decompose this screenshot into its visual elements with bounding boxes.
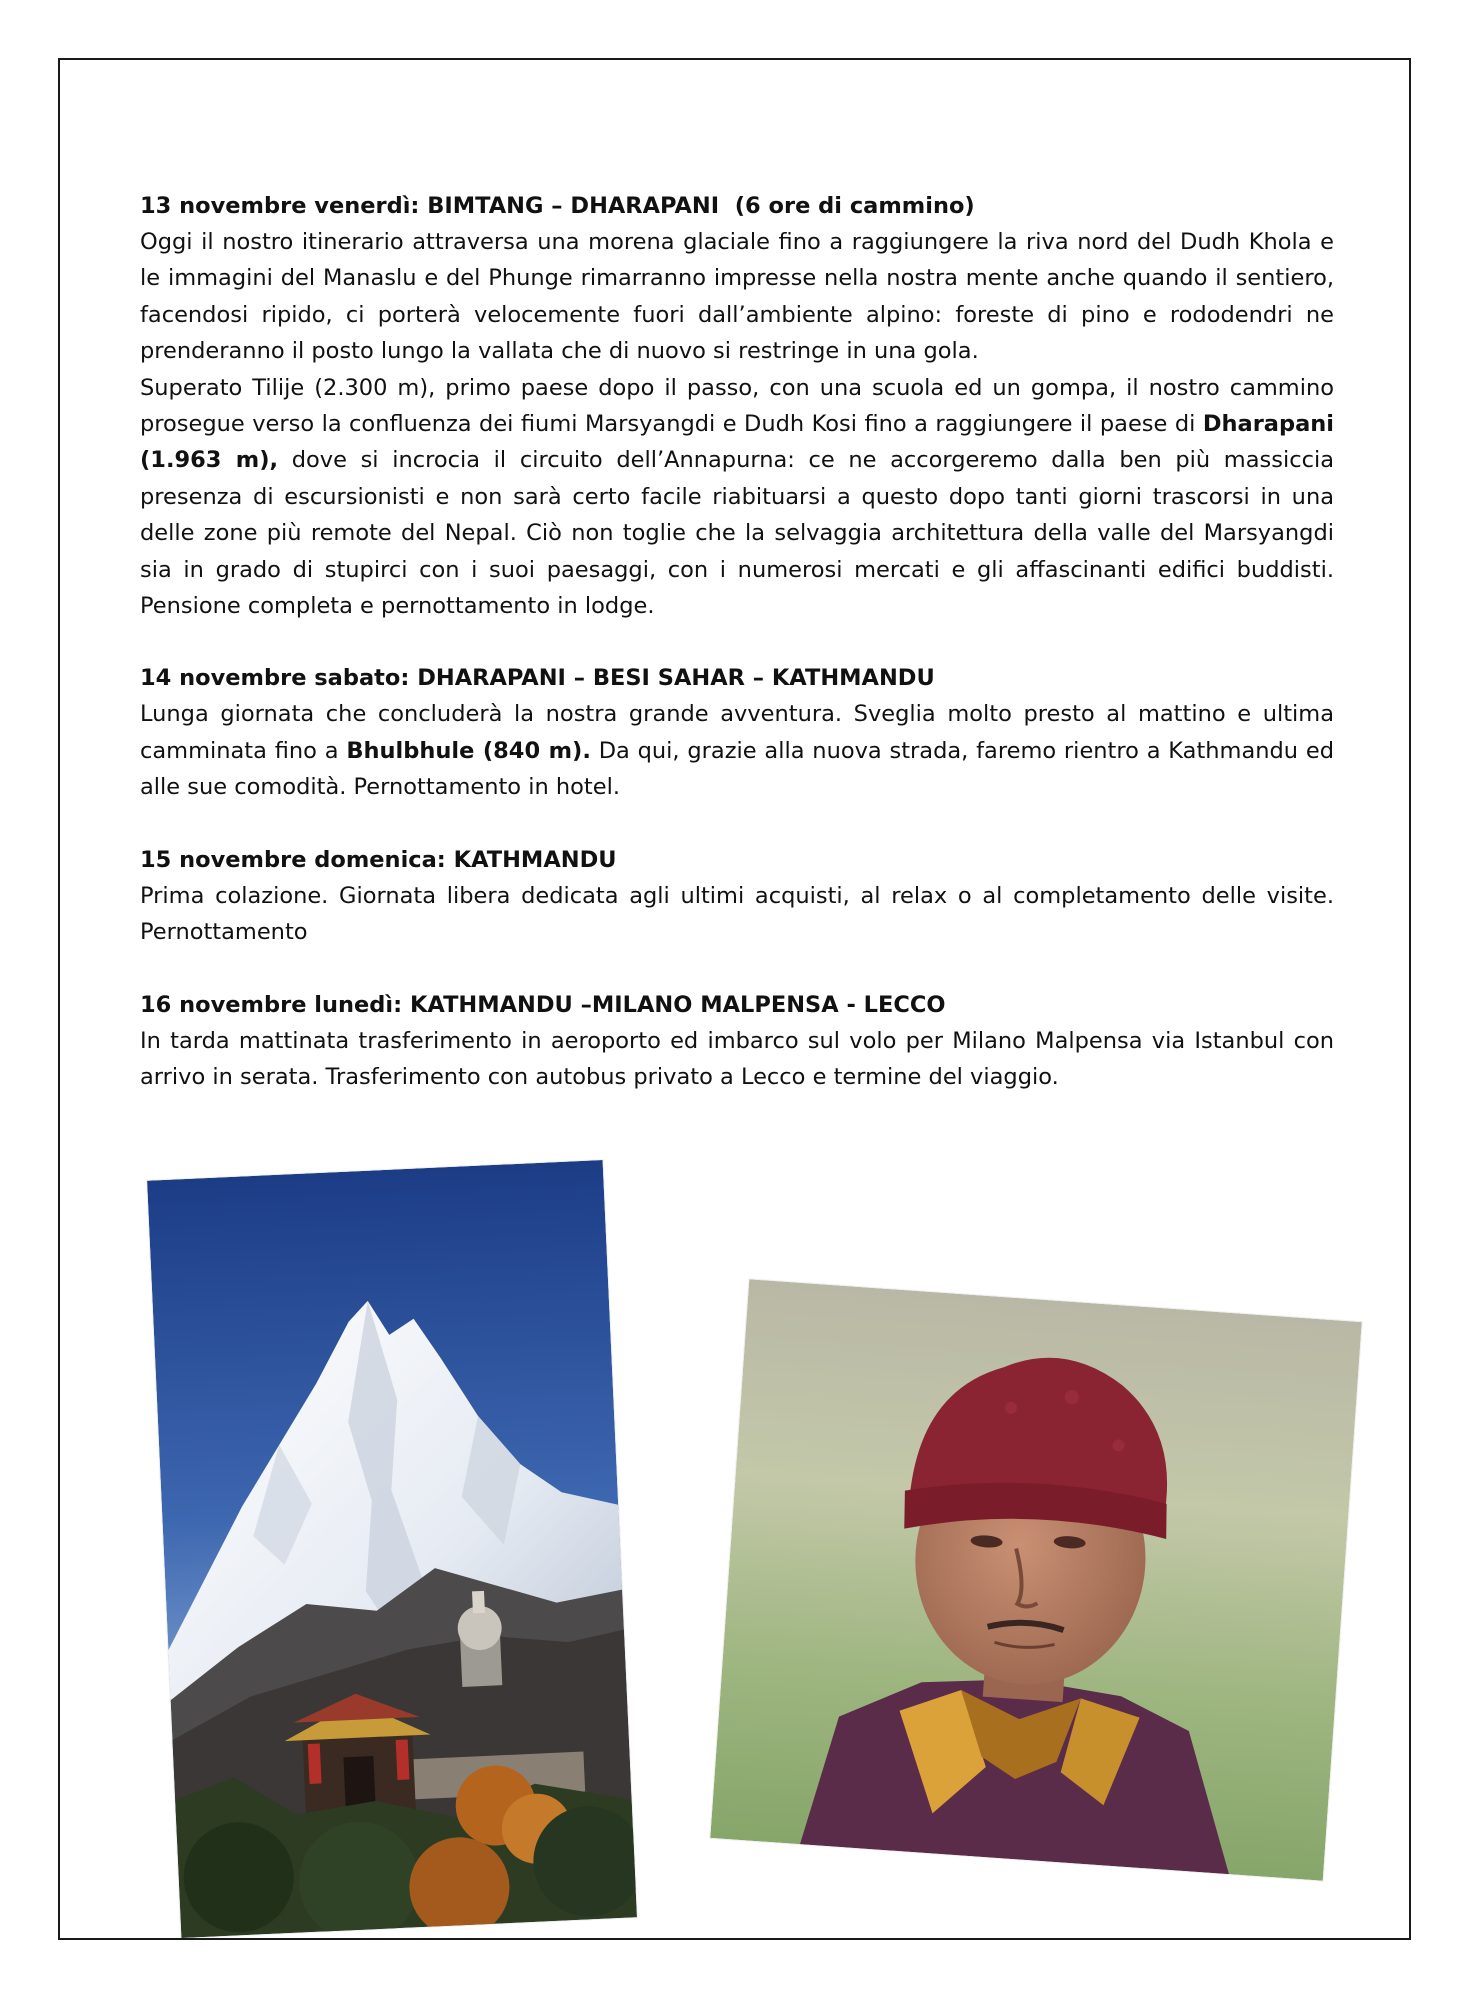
monk-image (710, 1279, 1362, 1880)
day-16-date: 16 novembre lunedì: (140, 991, 403, 1018)
day-14-date: 14 novembre sabato: (140, 665, 410, 692)
day-13-p2-bold: Dharapani (1.963 m), (140, 411, 1334, 474)
mountain-monastery-photo (147, 1160, 637, 1938)
day-13-section (140, 188, 1334, 624)
day-15-date: 15 novembre domenica: (140, 846, 446, 873)
day-13-date: 13 novembre venerdì: (140, 193, 420, 219)
monk-portrait-photo (710, 1279, 1362, 1880)
day-14-heading (140, 660, 1334, 696)
day-14-section (140, 660, 1334, 805)
day-14-route: DHARAPANI – BESI SAHAR – KATHMANDU (417, 665, 935, 692)
day-13-heading (140, 188, 1334, 224)
mountain-image (147, 1160, 637, 1938)
day-13-paragraph-1: Oggi il nostro itinerario attraversa una morena glaciale fino a raggiungere la riva nord del Dudh Khola e le immagini del Manaslu e del Phunge rimarranno impresse nella nostra mente anche quando il sentiero, facendosi ripido, ci porterà velocemente fuori dall’ambiente alpino: foreste di pino e rododendri ne prenderanno il posto lungo la vallata che di nuovo si restringe in una gola. (140, 229, 1334, 365)
itinerary-content (140, 188, 1334, 1131)
day-15-heading (140, 842, 1334, 878)
day-13-route: BIMTANG – DHARAPANI (6 ore di cammino) (427, 193, 975, 219)
day-14-text-b: Da qui, grazie alla nuova strada, faremo rientro a Kathmandu ed alle sue comodità. Pernottamento in hotel. (140, 737, 1334, 801)
day-14-bold: Bhulbhule (840 m). (346, 737, 591, 764)
day-16-route: KATHMANDU –MILANO MALPENSA - LECCO (409, 991, 946, 1018)
day-14-paragraph (140, 696, 1334, 805)
day-13-paragraph-2 (140, 370, 1334, 625)
day-15-route: KATHMANDU (453, 846, 617, 873)
day-13-p2-text-a: Superato Tilije (2.300 m), primo paese dopo il passo, con una scuola ed un gompa, il nostro cammino prosegue verso la confluenza dei fiumi Marsyangdi e Dudh Kosi fino a raggiungere il paese di (140, 374, 1334, 438)
day-15-section (140, 842, 1334, 951)
day-16-heading (140, 987, 1334, 1023)
day-13-p2-text-b: dove si incrocia il circuito dell’Annapurna: ce ne accorgeremo dalla ben più massiccia presenza di escursionisti e non sarà certo facile riabituarsi a questo dopo tanti giorni trascorsi in una delle zone più remote del Nepal. Ciò non toglie che la selvaggia architettura della valle del Marsyangdi sia in grado di stupirci con i suoi paesaggi, con i numerosi mercati e gli affascinanti edifici buddisti. Pensione completa e pernottamento in lodge. (140, 447, 1334, 620)
day-15-paragraph: Prima colazione. Giornata libera dedicata agli ultimi acquisti, al relax o al completamento delle visite. Pernottamento (140, 882, 1334, 946)
day-16-paragraph: In tarda mattinata trasferimento in aeroporto ed imbarco sul volo per Milano Malpensa via Istanbul con arrivo in serata. Trasferimento con autobus privato a Lecco e termine del viaggio. (140, 1027, 1334, 1090)
day-14-text-a: Lunga giornata che concluderà la nostra grande avventura. Sveglia molto presto al mattino e ultima camminata fino a (140, 701, 1334, 764)
day-16-section (140, 987, 1334, 1096)
